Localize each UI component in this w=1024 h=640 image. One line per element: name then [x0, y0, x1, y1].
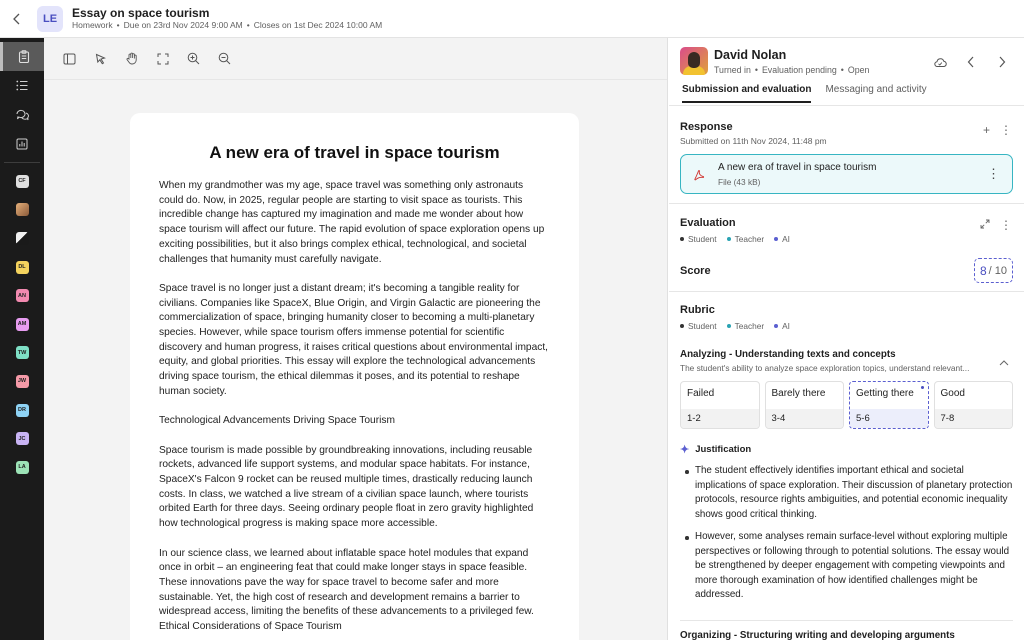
ai-selection-dot — [921, 386, 924, 389]
status-evaluation: Evaluation pending — [761, 65, 837, 75]
legend-student: Student — [680, 321, 717, 331]
rubric-levels — [680, 381, 1013, 429]
student-avatar-item[interactable] — [0, 453, 44, 482]
clipboard-icon — [18, 50, 30, 63]
rail-list-button[interactable] — [0, 71, 44, 100]
chevron-left-icon — [12, 13, 22, 25]
legend-teacher: Teacher — [727, 321, 765, 331]
due-date: Due on 23rd Nov 2024 9:00 AM — [123, 20, 243, 30]
document-subheading: Technological Advancements Driving Space Tourism — [159, 415, 395, 427]
zoom-in-icon — [187, 52, 200, 65]
sparkle-icon: ✦ — [680, 444, 690, 456]
student-avatar-item[interactable] — [0, 424, 44, 453]
student-status — [714, 65, 869, 75]
file-name: A new era of travel in space tourism — [718, 162, 877, 173]
student-nav — [927, 52, 1014, 72]
meta-separator: • — [116, 20, 120, 30]
student-avatar-item[interactable] — [0, 367, 44, 396]
file-size: File (43 kB) — [718, 177, 761, 187]
section-divider — [680, 620, 1013, 621]
assignment-type: Homework — [72, 20, 113, 30]
student-avatar-item[interactable] — [0, 281, 44, 310]
cloud-icon — [933, 56, 947, 68]
score-label: Score — [680, 264, 711, 277]
sidebar-icon — [63, 53, 76, 65]
justification-item: However, some analyses remain surface-level without exploring multiple perspectives or following through to potential solutions. The essay would be strengthened by deeper engagement with competing viewpoints and more thorough examination of how identified challenges might be addressed. — [695, 530, 1013, 603]
pan-tool-button[interactable] — [116, 44, 147, 74]
fit-screen-button[interactable] — [147, 44, 178, 74]
justification-list — [680, 464, 1013, 603]
status-turned-in: Turned in — [714, 65, 751, 75]
chevron-up-icon — [999, 360, 1009, 366]
legend-student: Student — [680, 234, 717, 244]
criterion-description: The student's ability to analyze space exploration topics, understand relevant... — [680, 363, 970, 373]
chat-icon — [16, 109, 29, 121]
avatar-initials: DL — [16, 261, 29, 274]
score-value: 8 — [979, 263, 987, 278]
bar-chart-icon — [16, 138, 28, 150]
response-title: Response — [680, 121, 733, 133]
document-paragraph: Space travel is no longer just a distant dream; it's becoming a tangible reality for civilians. Companies like SpaceX, Blue Origin, and Virgin Galactic are pioneering the commercialization of space, bringing humanity closer to becoming a multi-planetary species. However, while space tourism offers immense potential for scientific discovery and human progress, it raises critical questions about environmental impact, equity, and global priorities. This essay will explore the technological advancements driving space tourism, the ethical dilemmas it poses, and its potential to reshape human society. — [159, 282, 549, 397]
document-paragraph: Space tourism is made possible by groundbreaking innovations, including reusable rockets, advanced life support systems, and modular space habitats. For instance, SpaceX's Falcon 9 rocket can be reused multiple times, drastically reducing launch costs. In class, we watched a live stream of a civilian space launch, where tourists orbited Earth for three days. Seeing ordinary people float in zero gravity highlighted how technological progress is making space more accessible. — [159, 444, 534, 530]
avatar-initials: CF — [16, 175, 29, 188]
document-toolbar — [44, 38, 667, 80]
panel-tabs — [682, 84, 927, 103]
level-failed[interactable]: Failed 1-2 — [680, 381, 760, 429]
next-student-button[interactable] — [989, 52, 1014, 72]
student-avatar-item[interactable] — [0, 167, 44, 196]
rail-divider — [4, 162, 40, 163]
level-barely-there[interactable]: Barely there 3-4 — [765, 381, 845, 429]
avatar-initials: LA — [16, 461, 29, 474]
list-icon — [16, 80, 28, 91]
expand-icon[interactable] — [980, 218, 990, 232]
assignment-title-block — [72, 6, 382, 31]
more-options-icon[interactable]: ⋮ — [1000, 218, 1012, 232]
next-criterion-title[interactable]: Organizing - Structuring writing and developing arguments — [680, 630, 955, 640]
avatar-initials — [16, 203, 29, 216]
assignment-meta — [72, 20, 382, 31]
evaluation-panel — [669, 38, 1024, 640]
zoom-out-icon — [218, 52, 231, 65]
response-actions — [983, 123, 1012, 137]
justification-title: Justification — [695, 444, 752, 455]
score-max: / 10 — [988, 264, 1008, 277]
meta-separator: • — [246, 20, 250, 30]
assignment-badge: LE — [37, 6, 63, 32]
student-avatar-item[interactable] — [0, 196, 44, 225]
tab-messaging-activity[interactable]: Messaging and activity — [825, 84, 927, 95]
cursor-icon — [95, 53, 107, 65]
hand-icon — [126, 52, 138, 65]
previous-student-button[interactable] — [958, 52, 983, 72]
toggle-panel-button[interactable] — [54, 44, 85, 74]
avatar-initials: DR — [16, 404, 29, 417]
avatar-initials: TW — [16, 346, 29, 359]
document-subheading: Ethical Considerations of Space Tourism — [159, 621, 342, 633]
select-tool-button[interactable] — [85, 44, 116, 74]
score-input[interactable] — [974, 258, 1013, 283]
legend-ai: AI — [774, 321, 790, 331]
rail-insights-button[interactable] — [0, 129, 44, 158]
student-name: David Nolan — [714, 48, 787, 62]
criterion-title: Analyzing - Understanding texts and concepts — [680, 349, 896, 360]
avatar-initials: AM — [16, 318, 29, 331]
justification-item: The student effectively identifies important ethical and societal implications of space exploration. Their discussion of planetary protection protocols, resource rights ambiguities, and potential economic inequality shows good critical thinking. — [695, 464, 1013, 522]
chevron-right-icon — [998, 56, 1006, 68]
avatar-initials: JC — [16, 432, 29, 445]
rubric-legend — [680, 321, 1013, 331]
assignment-title: Essay on space tourism — [72, 6, 210, 20]
status-separator: • — [754, 65, 758, 75]
chevron-left-icon — [967, 56, 975, 68]
evaluation-section — [669, 204, 1024, 292]
response-section — [669, 106, 1024, 204]
zoom-out-button[interactable] — [209, 44, 240, 74]
legend-teacher: Teacher — [727, 234, 765, 244]
student-avatar — [680, 47, 708, 75]
level-good[interactable]: Good 7-8 — [934, 381, 1014, 429]
evaluation-legend — [680, 234, 1013, 244]
sync-button[interactable] — [927, 52, 952, 72]
more-options-icon[interactable]: ⋮ — [1000, 123, 1012, 137]
close-date: Closes on 1st Dec 2024 10:00 AM — [253, 20, 383, 30]
back-button[interactable] — [0, 0, 34, 38]
submitted-file-card[interactable] — [680, 154, 1013, 194]
student-avatar-list — [0, 167, 44, 482]
student-avatar-item[interactable] — [0, 224, 44, 253]
legend-ai: AI — [774, 234, 790, 244]
student-avatar-item[interactable] — [0, 396, 44, 425]
student-avatar-item[interactable] — [0, 253, 44, 282]
avatar-initials — [16, 232, 29, 245]
rail-chat-button[interactable] — [0, 100, 44, 129]
evaluation-title: Evaluation — [680, 217, 736, 229]
document-page — [130, 113, 579, 640]
student-avatar-item[interactable] — [0, 310, 44, 339]
pdf-file-icon — [690, 166, 708, 184]
evaluation-actions — [980, 218, 1012, 232]
tab-submission-evaluation[interactable]: Submission and evaluation — [682, 84, 811, 103]
fit-screen-icon — [157, 53, 169, 65]
collapse-criterion-button[interactable] — [999, 358, 1009, 369]
rubric-section — [669, 292, 1024, 640]
zoom-in-button[interactable] — [178, 44, 209, 74]
document-paragraph: When my grandmother was my age, space travel was something only astronauts could do. Now, in 2025, regular people are starting to visit space as tourists. This incredible change has captured my imagination and made me wonder about how space tourism will affect our future. The rapid evolution of space exploration opens up exciting possibilities, but it also brings complex ethical, technological, and societal challenges that humanity must carefully navigate. — [159, 180, 545, 265]
student-header — [669, 38, 1024, 106]
document-paragraph: In our science class, we learned about inflatable space hotel modules that expand once in orbit – an engineering feat that could make longer stays in space feasible. These innovations pave the way for space travel to become safer and more sustainable. Yet, the high cost of research and development remains a barrier to widespread access, limiting the benefits of these advancements to a privileged few. — [159, 547, 534, 618]
document-viewer — [44, 38, 668, 640]
status-separator: • — [840, 65, 844, 75]
top-bar — [0, 0, 1024, 38]
avatar-initials: AN — [16, 289, 29, 302]
avatar-initials: JW — [16, 375, 29, 388]
rubric-title: Rubric — [680, 304, 715, 316]
rail-assignment-button[interactable] — [0, 42, 44, 71]
document-heading: A new era of travel in space tourism — [209, 143, 500, 162]
status-open: Open — [847, 65, 870, 75]
add-icon[interactable]: + — [982, 123, 990, 137]
left-rail — [0, 38, 44, 640]
score-row — [680, 258, 1013, 283]
justification-header — [680, 443, 1013, 456]
file-more-icon[interactable]: ⋮ — [987, 166, 1000, 181]
student-avatar-item[interactable] — [0, 339, 44, 368]
level-getting-there[interactable]: Getting there 5-6 — [849, 381, 929, 429]
submission-time: Submitted on 11th Nov 2024, 11:48 pm — [680, 136, 827, 146]
